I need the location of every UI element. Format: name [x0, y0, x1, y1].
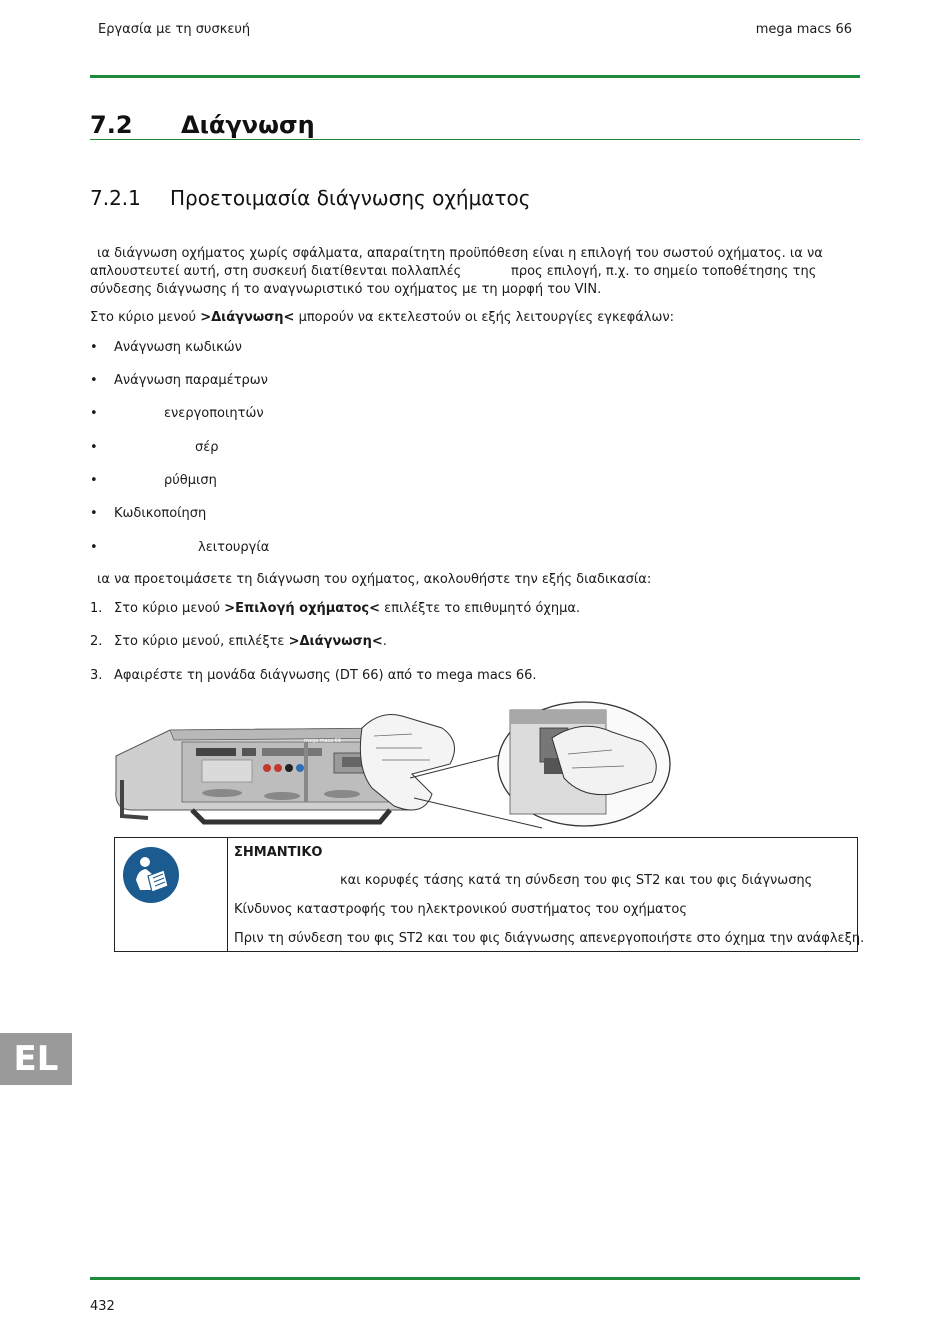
- step-number: 1.: [90, 601, 103, 616]
- list-item-text: ενεργοποιητών: [164, 406, 264, 421]
- notice-icon-cell: [115, 838, 228, 951]
- list-item-text: σέρ: [195, 440, 219, 455]
- bullet-dot: •: [90, 373, 98, 388]
- step-text: Στο κύριο μενού: [114, 601, 225, 616]
- footer-rule: [90, 1277, 860, 1280]
- section-number: 7.2: [90, 111, 133, 139]
- section-heading: [90, 111, 315, 139]
- header-rule: [90, 75, 860, 78]
- intro-line-2: [90, 263, 860, 281]
- bullet-dot: •: [90, 506, 98, 521]
- list-item-text: Κωδικοποίηση: [114, 506, 207, 521]
- intro-line-2b: προς επιλογή, π.χ. το σημείο τοποθέτησης της: [511, 264, 817, 279]
- section-title: Διάγνωση: [181, 111, 315, 139]
- step-text: Στο κύριο μενού, επιλέξτε: [114, 634, 289, 649]
- bullet-dot: •: [90, 340, 98, 355]
- important-notice: [114, 837, 865, 952]
- menu-sentence: [90, 309, 860, 327]
- bullet-dot: •: [90, 540, 98, 555]
- menu-sentence-after: μπορούν να εκτελεστούν οι εξής λειτουργίες εγκεφάλων:: [294, 310, 675, 325]
- section-rule: [90, 139, 860, 140]
- bullet-dot: •: [90, 406, 98, 421]
- bullet-dot: •: [90, 440, 98, 455]
- running-header-chapter: Εργασία με τη συσκευή: [98, 22, 251, 37]
- list-item-text: Ανάγνωση κωδικών: [114, 340, 242, 355]
- diagnostic-module-removal-figure: [112, 698, 672, 830]
- step-text-after: επιλέξτε το επιθυμητό όχημα.: [380, 601, 581, 616]
- step-number: 2.: [90, 634, 103, 649]
- notice-instruction: Πριν τη σύνδεση του φις ST2 και του φις διάγνωσης απενεργοποιήστε στο όχημα την ανάφλεξη.: [234, 931, 865, 946]
- manual-read-icon: [122, 846, 180, 904]
- menu-sentence-bold: >Διάγνωση<: [200, 310, 295, 325]
- notice-title: ΣΗΜΑΝΤΙΚΟ: [234, 845, 323, 860]
- subsection-number: 7.2.1: [90, 186, 141, 210]
- procedure-step: [90, 668, 537, 683]
- notice-hazard: και κορυφές τάσης κατά τη σύνδεση του φις ST2 και του φις διάγνωσης: [340, 873, 813, 888]
- bullet-dot: •: [90, 473, 98, 488]
- menu-sentence-before: Στο κύριο μενού: [90, 310, 201, 325]
- page-number: 432: [90, 1299, 115, 1314]
- notice-consequence: Κίνδυνος καταστροφής του ηλεκτρονικού συστήματος του οχήματος: [234, 902, 687, 917]
- procedure-step: [90, 634, 387, 649]
- subsection-title: Προετοιμασία διάγνωσης οχήματος: [170, 186, 531, 210]
- list-item-text: Ανάγνωση παραμέτρων: [114, 373, 268, 388]
- step-number: 3.: [90, 668, 103, 683]
- step-text: Αφαιρέστε τη μονάδα διάγνωσης (DT 66) από το mega macs 66.: [114, 668, 537, 683]
- intro-line-2a: απλουστευτεί αυτή, στη συσκευή διατίθενται πολλαπλές: [90, 264, 462, 279]
- running-header-product: mega macs 66: [755, 22, 852, 37]
- language-tab: EL: [0, 1033, 72, 1085]
- step-text-after: .: [382, 634, 387, 649]
- step-menu-ref: >Διάγνωση<: [288, 634, 383, 649]
- intro-line-3: σύνδεσης διάγνωσης ή το αναγνωριστικό του οχήματος με τη μορφή του VIN.: [90, 282, 602, 297]
- procedure-intro: ια να προετοιμάσετε τη διάγνωση του οχήματος, ακολουθήστε την εξής διαδικασία:: [97, 572, 652, 587]
- procedure-step: [90, 601, 580, 616]
- list-item-text: ρύθμιση: [164, 473, 217, 488]
- intro-paragraph: [90, 245, 860, 299]
- step-menu-ref: >Επιλογή οχήματος<: [224, 601, 381, 616]
- device-label: mega macs 66: [304, 738, 342, 744]
- intro-line-1: ια διάγνωση οχήματος χωρίς σφάλματα, απαραίτητη προϋπόθεση είναι η επιλογή του σωστού οχήματος. ια να: [97, 246, 823, 261]
- list-item-text: λειτουργία: [198, 540, 270, 555]
- subsection-heading: [90, 186, 531, 210]
